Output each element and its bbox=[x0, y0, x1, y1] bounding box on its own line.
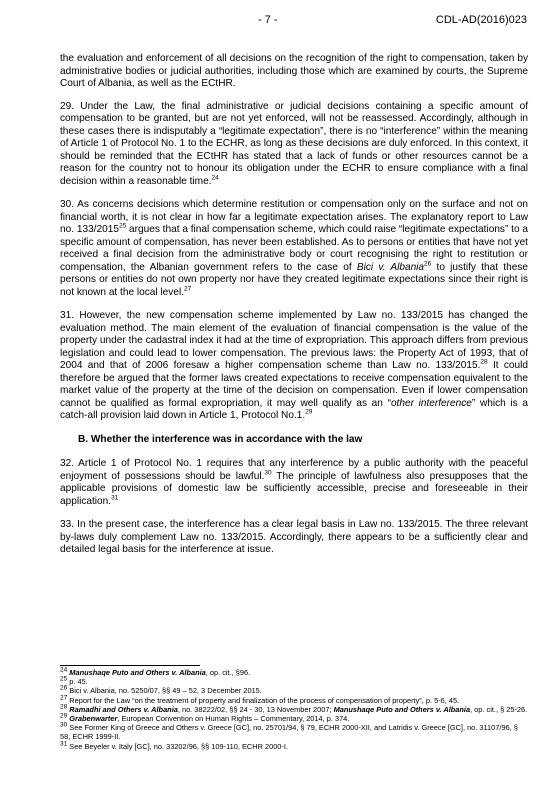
paragraph-32 bbox=[60, 458, 528, 508]
paragraph-30-text-b: argues that a final compensation scheme, which could raise “legitimate expectations” to a specific amount of compensation, has never been established. As to persons or entities that have not yet received a final decision from the administrative body or court recognising the right to restitution or compensation, the Albanian government refers to the case of bbox=[60, 224, 528, 273]
paragraph-continuation: the evaluation and enforcement of all decisions on the recognition of the right to compensation, taken by administrative bodies or judicial authorities, including those which are examined by courts, the Supreme Court of Albania, as well as the ECtHR. bbox=[60, 53, 528, 89]
paragraph-30 bbox=[60, 199, 528, 299]
footnote-ref-30[interactable]: 30 bbox=[264, 469, 272, 477]
footnote-text: See Beyeler v. Italy [GC], no. 33202/96, §§ 109-110, ECHR 2000-I. bbox=[67, 741, 288, 751]
footnote-number: 30 bbox=[60, 721, 68, 729]
paragraph-32-text-b: The principle of lawfulness also presupposes that the applicable provisions of domestic law be sufficiently accessible, precise and foreseeable in their application. bbox=[60, 470, 528, 507]
case-name-bici: Bici v. Albania bbox=[356, 261, 425, 273]
footnote-text: , op. cit., § 25-26. bbox=[470, 704, 528, 714]
footnote-29 bbox=[60, 714, 528, 723]
footnote-author: Grabenwarter bbox=[69, 714, 118, 724]
footnote-number: 28 bbox=[60, 703, 68, 711]
footnote-31 bbox=[60, 742, 528, 751]
footnote-case-name: Ramadhi and Others v. Albania bbox=[69, 704, 178, 714]
footnote-text: p. 45. bbox=[67, 677, 88, 687]
paragraph-32-text-a: 32. Article 1 of Protocol No. 1 requires that any interference by a public authority with the peaceful enjoyment of possessions should be lawful. bbox=[60, 458, 528, 482]
paragraph-31-text-c: ” which is a catch-all provision laid down in Article 1, Protocol No.1. bbox=[60, 397, 528, 421]
section-heading-b: B. Whether the interference was in accordance with the law bbox=[78, 433, 363, 445]
footnote-ref-31[interactable]: 31 bbox=[111, 494, 119, 502]
footnote-ref-29[interactable]: 29 bbox=[305, 408, 313, 416]
paragraph-31-text-a: 31. However, the new compensation scheme implemented by Law no. 133/2015 has changed the evaluation method. The main element of the evaluation of financial compensation is the value of the property under the cadastral index it had at the time of expropriation. This approach differs from previous legislation and could lead to lower compensation. The previous laws: the Property Act of 1993, that of 2004 and that of 2006 foresaw a higher compensation scheme than Law no. 133/2015. bbox=[60, 310, 528, 371]
paragraph-29 bbox=[60, 101, 528, 189]
footnote-number: 24 bbox=[60, 666, 68, 674]
footnote-ref-25[interactable]: 25 bbox=[118, 222, 127, 230]
paragraph-31-text-b: It could therefore be argued that the former laws created expectations to receive compensation equivalent to the market value of the property at the time of the decision on compensation. Even if lower compensation cannot be qualified as formal expropriation, it may well qualify as an “ bbox=[60, 360, 528, 409]
footnote-text: , op. cit., §96. bbox=[205, 668, 251, 677]
footnote-case-name: Manushaqe Puto and Others v. Albania bbox=[333, 704, 471, 714]
footnote-28 bbox=[60, 705, 528, 714]
footnote-number: 31 bbox=[60, 740, 68, 748]
footnotes bbox=[60, 668, 528, 751]
paragraph-30-text-a: 30. As concerns decisions which determine restitution or compensation only on the surface and not on financial worth, it is not clear in how far a legitimate expectation arises. The explanatory report to Law no. 133/2015 bbox=[60, 199, 528, 235]
footnote-26 bbox=[60, 686, 528, 695]
footnote-30 bbox=[60, 723, 528, 741]
footnote-number: 26 bbox=[60, 684, 68, 692]
footnote-number: 27 bbox=[60, 694, 68, 702]
footnote-ref-28[interactable]: 28 bbox=[480, 358, 488, 366]
footnote-text: , no. 38222/02, §§ 24 - 30, 13 November 2007; bbox=[177, 704, 334, 714]
paragraph-29-text: 29. Under the Law, the final administrative or judicial decisions containing a specific amount of compensation to be granted, but are not yet enforced, will not be reassessed. Accordingly, although in these cases there is indisputably a “legitimate expectation”, there is no “interference” within the meaning of Article 1 of Protocol No. 1 to the ECHR, as long as these decisions are duly enforced. In this context, it should be reminded that the ECtHR has stated that a lack of funds or other resources cannot be a reason for the country not to honour its obligation under the ECHR to ensure compliance with a final decision within a reasonable time. bbox=[60, 100, 528, 187]
footnote-number: 29 bbox=[60, 712, 68, 720]
footnote-separator bbox=[60, 665, 200, 666]
footnote-24 bbox=[60, 668, 528, 677]
page-number: - 7 - bbox=[258, 14, 278, 26]
footnote-ref-24[interactable]: 24 bbox=[211, 174, 219, 182]
footnote-27 bbox=[60, 696, 528, 705]
body-text bbox=[60, 53, 528, 568]
footnote-text: Report for the Law “on the treatment of property and finalization of the process of compensation of property”, p. 5-6, 45. bbox=[67, 695, 460, 705]
footnote-ref-27[interactable]: 27 bbox=[184, 285, 192, 293]
paragraph-31 bbox=[60, 310, 528, 423]
footnote-text: See Former King of Greece and Others v. Greece [GC], no. 25701/94, § 79, ECHR 2000-XII, and Latridis v. Greece [GC], no. 31107/96, § 58, ECHR 1999-II. bbox=[60, 723, 518, 742]
footnote-case-name: Manushaqe Puto and Others v. Albania bbox=[69, 668, 206, 677]
footnote-text: , European Convention on Human Rights – Commentary, 2014, p. 374. bbox=[117, 714, 350, 724]
footnote-text: Bici v. Albania, no. 5250/07, §§ 49 – 52, 3 December 2015. bbox=[67, 686, 262, 696]
footnote-ref-26[interactable]: 26 bbox=[424, 260, 432, 268]
footnote-number: 25 bbox=[60, 675, 68, 683]
italic-other-interference: other interference bbox=[390, 397, 472, 409]
document-reference: CDL-AD(2016)023 bbox=[435, 14, 527, 26]
paragraph-33: 33. In the present case, the interference has a clear legal basis in Law no. 133/2015. The three relevant by-laws duly complement Law no. 133/2015. Accordingly, there appears to be a sufficiently clear and detailed legal basis for the interference at issue. bbox=[60, 519, 528, 555]
paragraph-30-text-c: to justify that these persons or entities do not own property nor have they created legitimate expectations since their right is not known at the local level. bbox=[60, 261, 528, 298]
